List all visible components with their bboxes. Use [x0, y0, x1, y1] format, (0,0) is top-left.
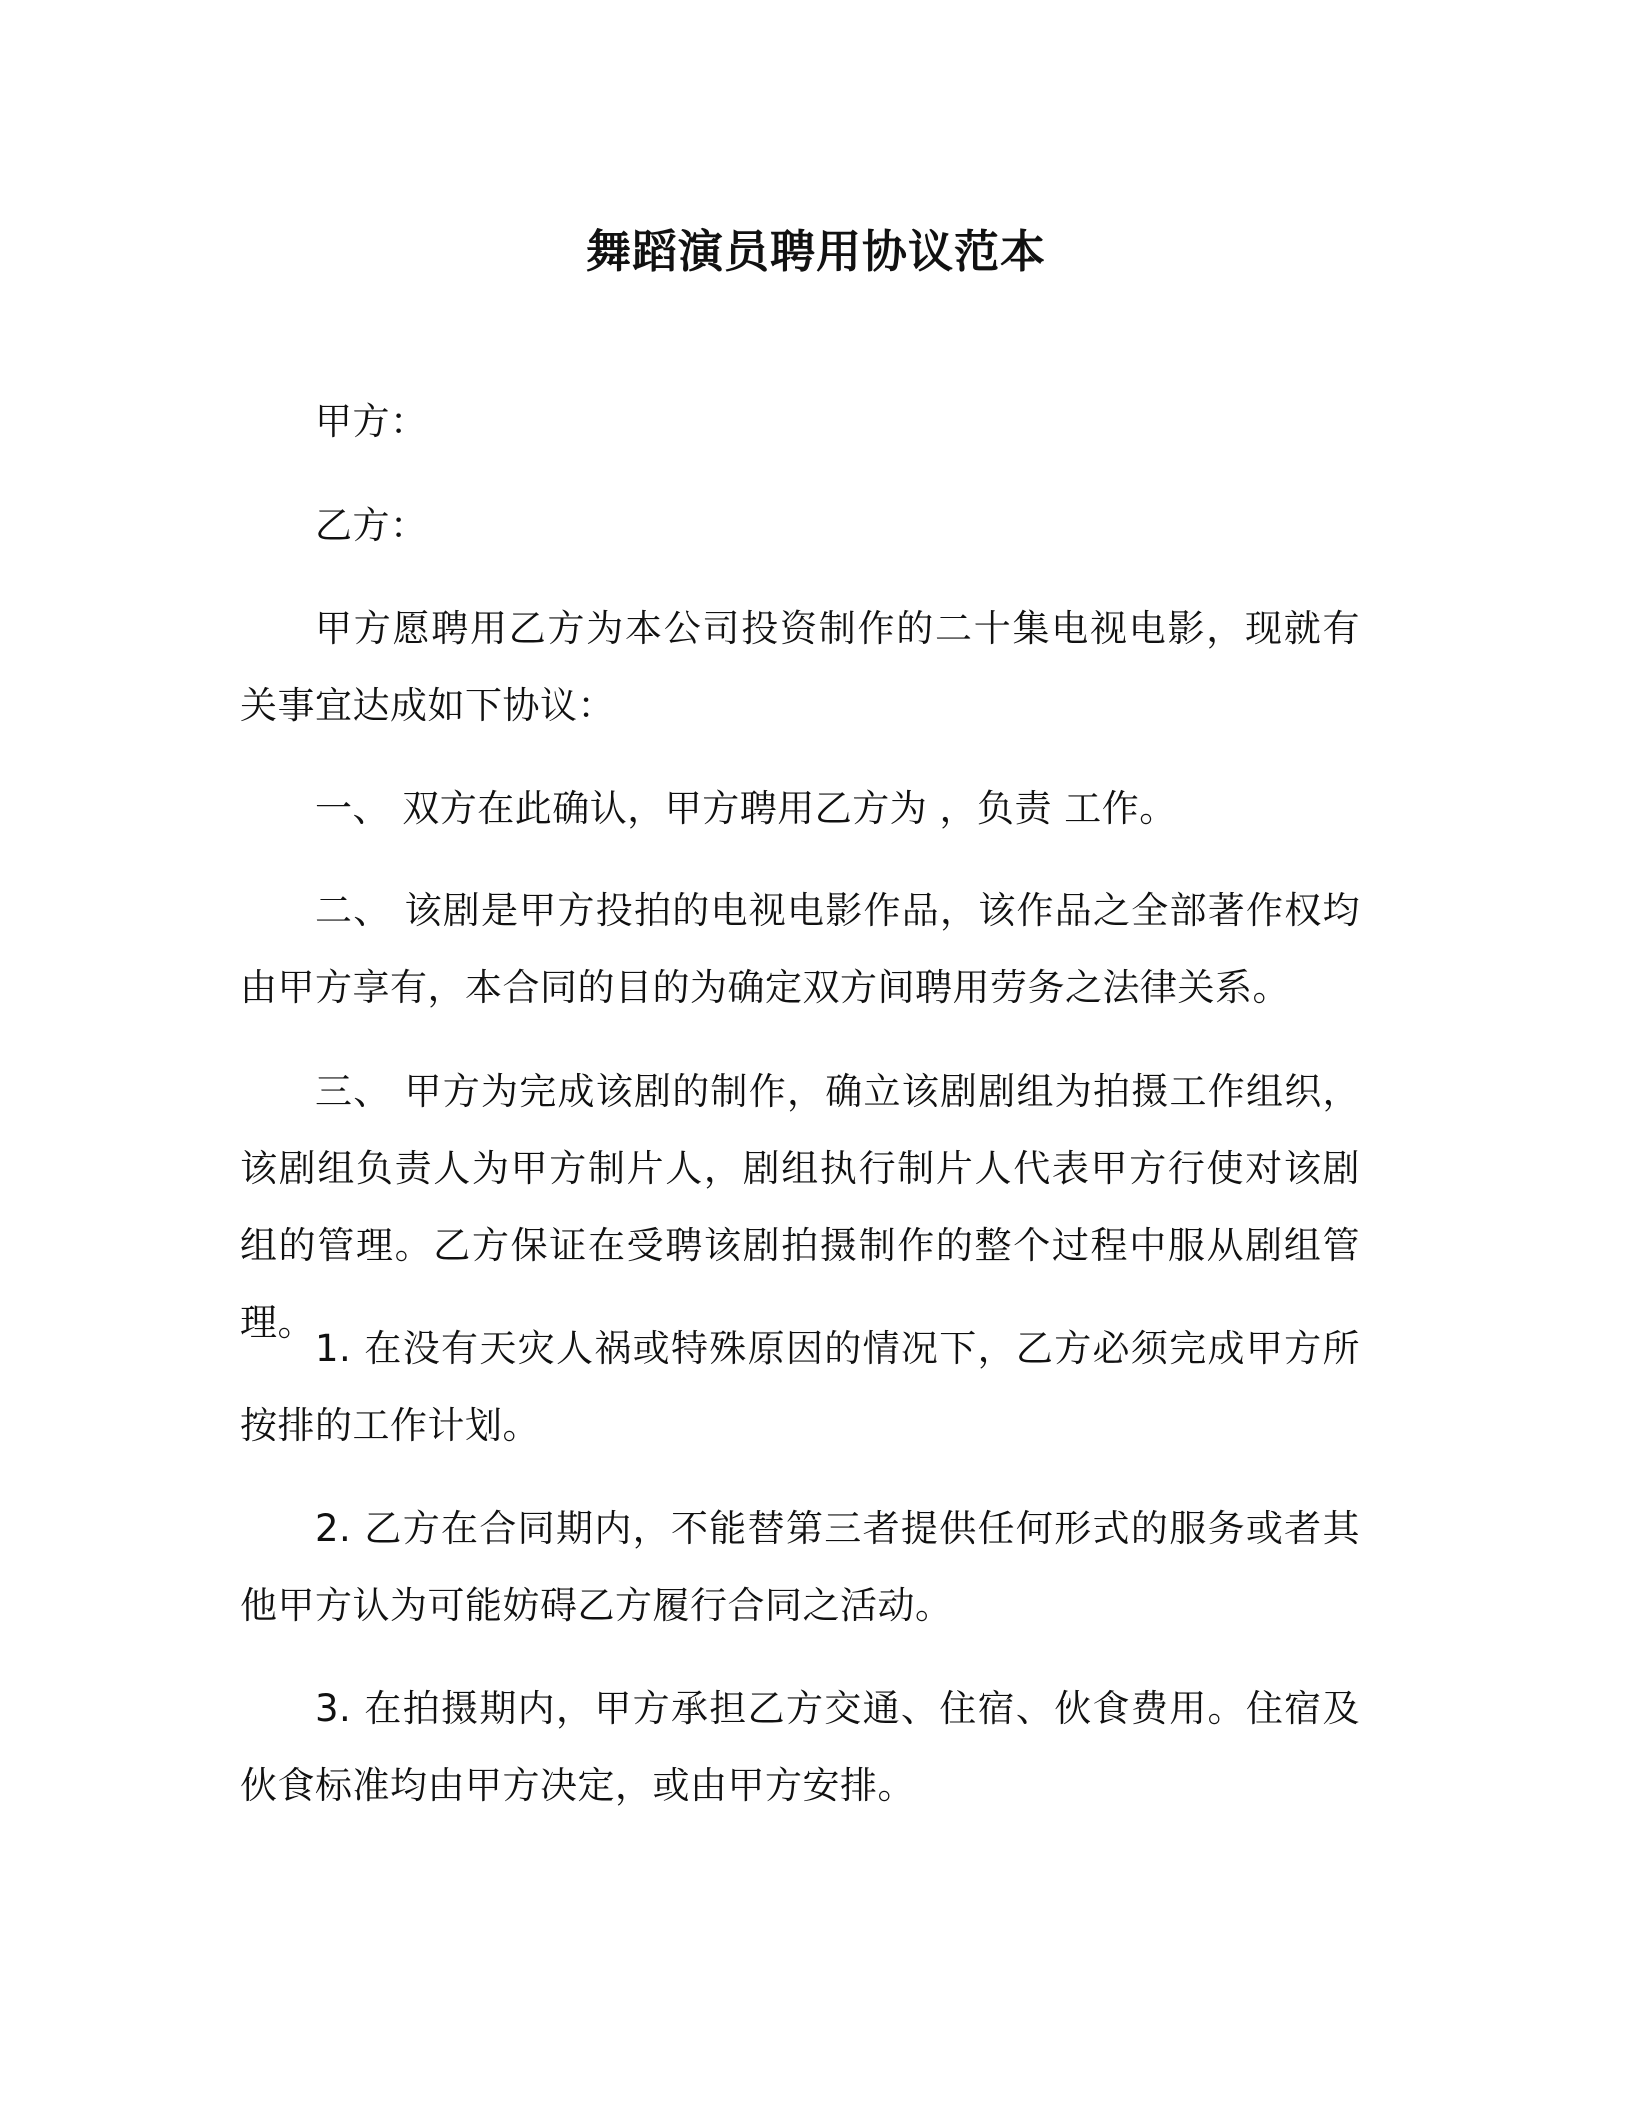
document-title: 舞蹈演员聘用协议范本	[585, 225, 1046, 278]
intro-paragraph	[240, 590, 1360, 744]
clause-1	[240, 770, 1360, 847]
item-2	[240, 1490, 1360, 1644]
paragraph: 二、 该剧是甲方投拍的电视电影作品，该作品之全部著作权均由甲方享有，本合同的目的为确定双方间聘用劳务之法律关系。	[240, 889, 1360, 1009]
paragraph: 乙方：	[315, 504, 428, 547]
paragraph: 2. 乙方在合同期内，不能替第三者提供任何形式的服务或者其他甲方认为可能妨碍乙方履行合同之活动。	[240, 1507, 1360, 1627]
paragraph: 一、 双方在此确认，甲方聘用乙方为 ，负责 工作。	[315, 787, 1177, 830]
paragraph: 3. 在拍摄期内，甲方承担乙方交通、住宿、伙食费用。住宿及伙食标准均由甲方决定，或由甲方安排。	[240, 1687, 1360, 1807]
paragraph: 三、 甲方为完成该剧的制作，确立该剧剧组为拍摄工作组织，该剧组负责人为甲方制片人，剧组执行制片人代表甲方行使对该剧组的管理。乙方保证在受聘该剧拍摄制作的整个过程中服从剧组管理。	[240, 1070, 1360, 1344]
paragraph: 1. 在没有天灾人祸或特殊原因的情况下，乙方必须完成甲方所按排的工作计划。	[240, 1327, 1360, 1447]
party-b-line	[240, 487, 1360, 564]
clause-2	[240, 872, 1360, 1026]
party-a-line	[240, 383, 1360, 460]
paragraph: 甲方：	[315, 400, 428, 443]
item-3	[240, 1670, 1360, 1824]
item-1	[240, 1310, 1360, 1464]
paragraph: 甲方愿聘用乙方为本公司投资制作的二十集电视电影，现就有关事宜达成如下协议：	[240, 607, 1360, 727]
